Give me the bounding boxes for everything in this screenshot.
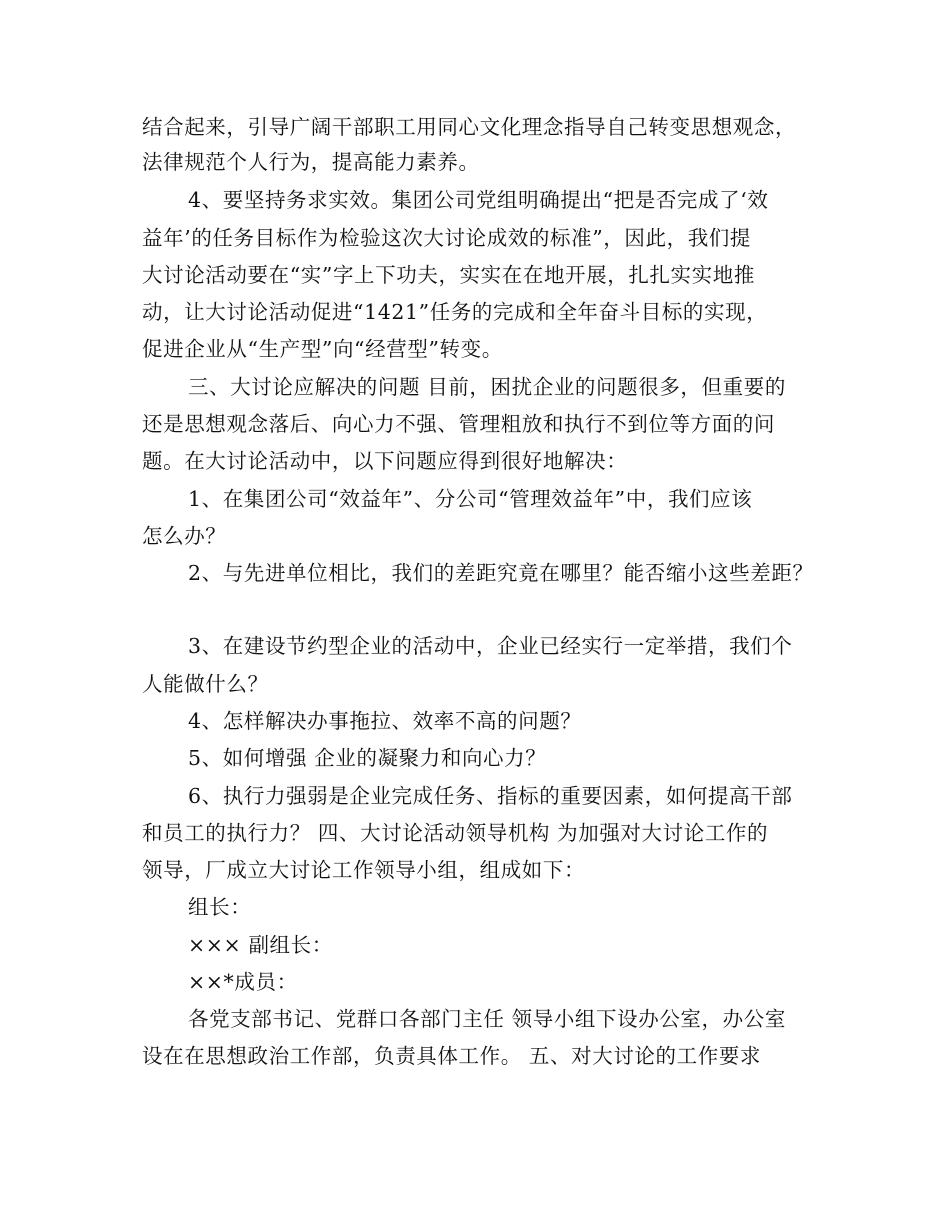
text-line: 怎么办？ <box>142 524 227 548</box>
text-line: ××*成员： <box>188 970 298 994</box>
text-line: 还是思想观念落后、向心力不强、管理粗放和执行不到位等方面的问 <box>142 412 775 436</box>
text-line: 各党支部书记、党群口各部门主任 领导小组下设办公室，办公室 <box>188 1007 786 1031</box>
text-line: 领导，厂成立大讨论工作领导小组，组成如下： <box>142 858 586 882</box>
text-line: 4、怎样解决办事拖拉、效率不高的问题？ <box>188 709 582 733</box>
text-line: 结合起来，引导广阔干部职工用同心文化理念指导自己转变思想观念， <box>142 115 797 139</box>
text-line: 组长： <box>188 895 252 919</box>
text-line: 人能做什么？ <box>142 672 269 696</box>
text-line: 动，让大讨论活动促进“1421”任务的完成和全年奋斗目标的实现， <box>142 300 768 324</box>
text-line: 题。在大讨论活动中，以下问题应得到很好地解决： <box>142 449 628 473</box>
text-line: 2、与先进单位相比，我们的差距究竟在哪里？能否缩小这些差距？ <box>188 561 814 585</box>
text-line: 设在在思想政治工作部，负责具体工作。 五、对大讨论的工作要求 <box>142 1044 762 1068</box>
text-line: ××× 副组长： <box>188 933 333 957</box>
text-line: 1、在集团公司“效益年”、分公司“管理效益年”中，我们应该 <box>188 487 753 511</box>
text-line: 法律规范个人行为，提高能力素养。 <box>142 150 480 174</box>
text-line: 促进企业从“生产型”向“经营型”转变。 <box>142 337 503 361</box>
text-line: 5、如何增强 企业的凝聚力和向心力？ <box>188 746 547 770</box>
text-line: 益年’的任务目标作为检验这次大讨论成效的标准”，因此，我们提 <box>142 226 751 250</box>
text-line: 3、在建设节约型企业的活动中，企业已经实行一定举措，我们个 <box>188 634 793 658</box>
text-line: 大讨论活动要在“实”字上下功夫，实实在在地开展，扎扎实实地推 <box>142 263 755 287</box>
text-line: 和员工的执行力？ 四、大讨论活动领导机构 为加强对大讨论工作的 <box>142 821 769 845</box>
text-line: 6、执行力强弱是企业完成任务、指标的重要因素，如何提高干部 <box>188 784 793 808</box>
text-line: 4、要坚持务求实效。集团公司党组明确提出“把是否完成了‘效 <box>188 188 769 212</box>
text-line: 三、大讨论应解决的问题 目前，困扰企业的问题很多，但重要的 <box>188 375 786 399</box>
